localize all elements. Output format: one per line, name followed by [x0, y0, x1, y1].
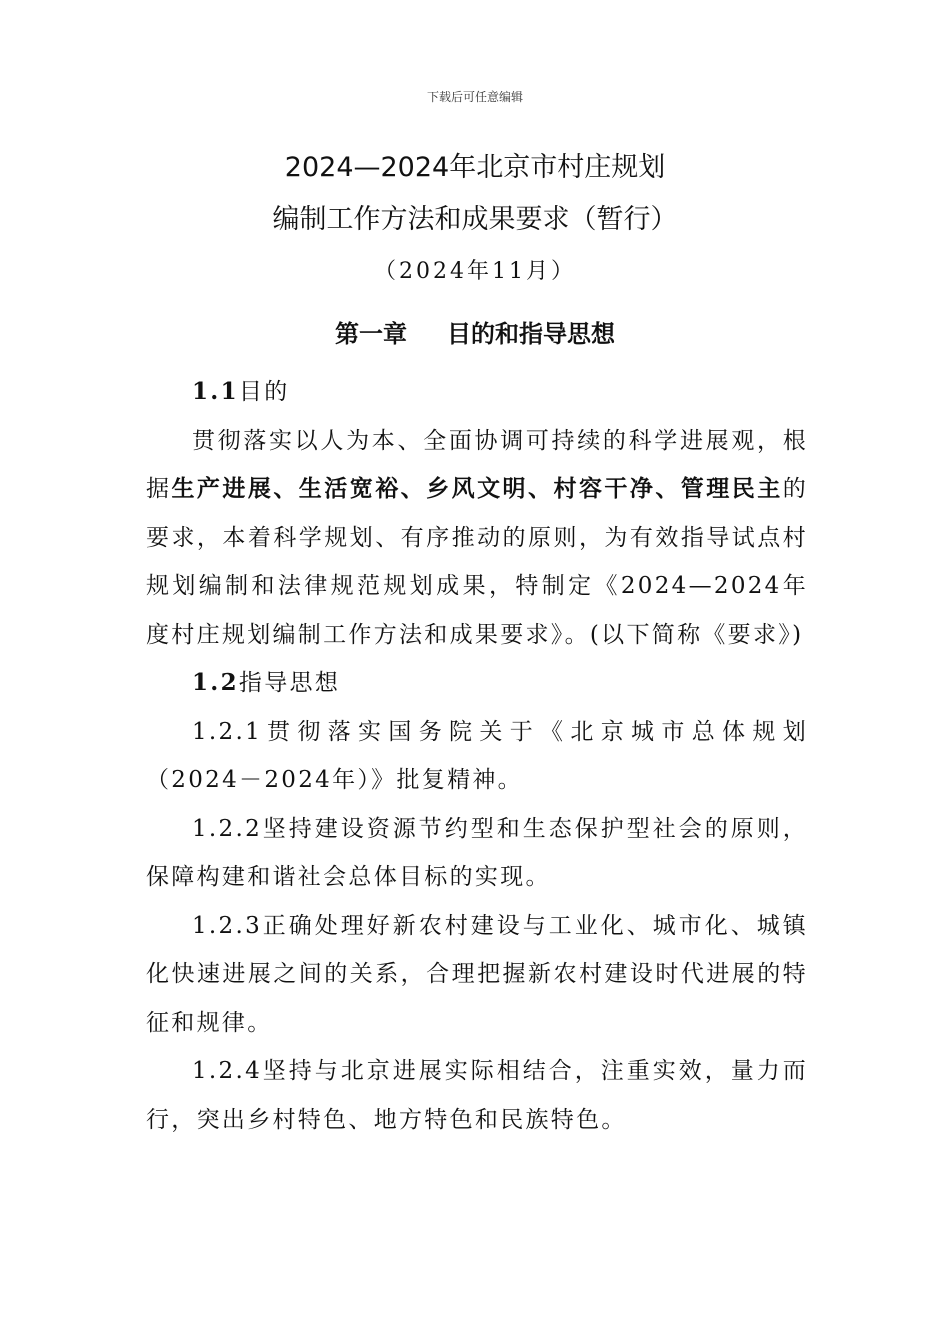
section-1-1-heading	[146, 368, 808, 417]
list-item: 1.2.3正确处理好新农村建设与工业化、城市化、城镇化快速进展之间的关系，合理把握新农村建设时代进展的特征和规律。	[146, 912, 808, 1036]
chapter-heading	[0, 314, 950, 349]
section-1-2-heading	[146, 659, 808, 708]
emphasized-text: 生产进展、生活宽裕、乡风文明、村容干净、管理民主	[171, 475, 783, 502]
section-title: 指导思想	[238, 670, 341, 696]
section-1-1-paragraph	[146, 417, 808, 660]
section-number: 1.2	[192, 669, 239, 696]
document-title-line-1: 2024—2024年北京市村庄规划	[284, 152, 666, 183]
list-item: 1.2.1贯彻落实国务院关于《北京城市总体规划（2024－2024年）》批复精神。	[146, 718, 808, 793]
document-title-line-2: 编制工作方法和成果要求（暂行）	[272, 204, 678, 235]
paragraph-text: 的要求，本着科学规划、有序推动的原则，为有效指导试点村规划编制和法律规范规划成果，特制定《2024—2024年度村庄规划编制工作方法和成果要求》。(以下简称《要求》)	[146, 476, 808, 648]
document-body	[146, 368, 808, 1144]
chapter-number: 第一章	[335, 320, 407, 348]
paragraph-text: 贯彻落实以人为本、全面协调可持续的科学进展观，根据	[146, 427, 808, 502]
document-date: （2024年11月）	[374, 259, 576, 284]
list-item: 1.2.4坚持与北京进展实际相结合，注重实效，量力而行，突出乡村特色、地方特色和民族特色。	[146, 1058, 808, 1133]
chapter-name: 目的和指导思想	[447, 320, 615, 348]
section-number: 1.1	[192, 378, 239, 405]
section-title: 目的	[238, 379, 290, 405]
list-item: 1.2.2坚持建设资源节约型和生态保护型社会的原则，保障构建和谐社会总体目标的实现。	[146, 815, 808, 890]
page-header-note: 下载后可任意编辑	[426, 90, 523, 104]
